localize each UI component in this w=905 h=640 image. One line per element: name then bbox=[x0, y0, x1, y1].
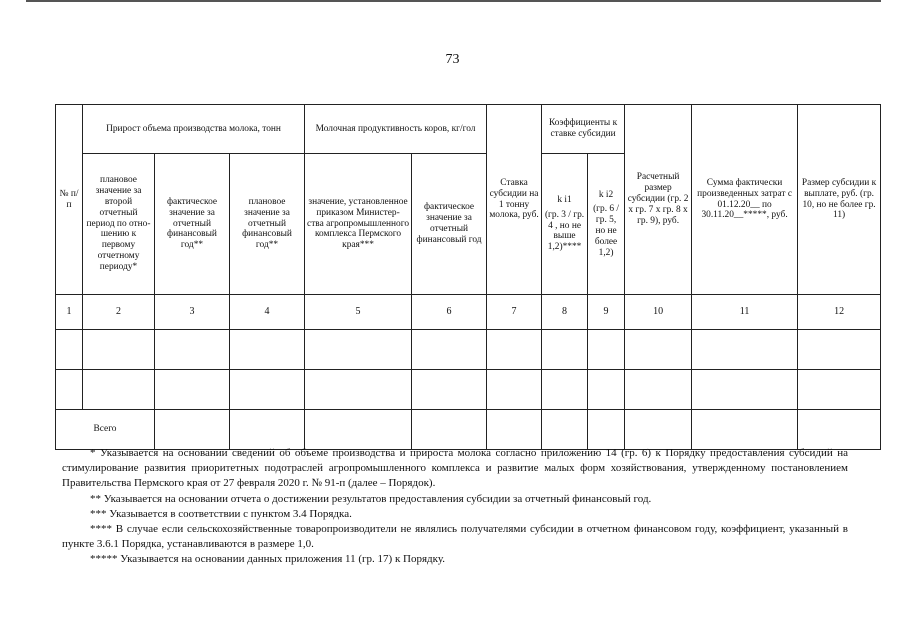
table-cell bbox=[83, 330, 155, 370]
coefficient-k1-symbol: k i1 bbox=[557, 194, 572, 205]
table-cell bbox=[542, 370, 588, 410]
header-coefficient-k1 bbox=[542, 154, 588, 295]
table-cell bbox=[588, 330, 625, 370]
header-established-productivity: значение, установленное приказом Министер- ства агропромышленного комплекса Пермского края*** bbox=[305, 154, 412, 295]
coefficient-k2-symbol: k i2 bbox=[598, 189, 614, 200]
table-cell bbox=[542, 330, 588, 370]
coefficient-k2-formula: (гр. 6 / гр. 5, но не более 1,2) bbox=[593, 204, 620, 258]
table-cell bbox=[625, 410, 692, 450]
header-planned-growth: плановое значение за отчетный финансовый год** bbox=[230, 154, 305, 295]
header-actual-productivity: фактическое значение за отчетный финансовый год bbox=[412, 154, 487, 295]
table-cell bbox=[798, 370, 881, 410]
column-number: 4 bbox=[230, 295, 305, 330]
column-number: 5 bbox=[305, 295, 412, 330]
table-cell bbox=[487, 330, 542, 370]
table-cell bbox=[625, 330, 692, 370]
table-row bbox=[56, 330, 881, 370]
page-number: 73 bbox=[445, 52, 460, 67]
column-number: 2 bbox=[83, 295, 155, 330]
group-header-productivity: Молочная продуктивность коров, кг/гол bbox=[305, 105, 487, 154]
table-cell bbox=[692, 370, 798, 410]
column-number: 9 bbox=[588, 295, 625, 330]
column-number: 8 bbox=[542, 295, 588, 330]
top-rule bbox=[26, 0, 881, 2]
group-header-coefficients: Коэффициенты к ставке субсидии bbox=[542, 105, 625, 154]
table-cell bbox=[542, 410, 588, 450]
total-label: Всего bbox=[56, 410, 155, 450]
table-cell bbox=[692, 330, 798, 370]
header-planned-second-period: плановое значение за второй отчетный период по отно- шению к первому отчетному периоду* bbox=[83, 154, 155, 295]
table-row bbox=[56, 370, 881, 410]
table-cell bbox=[155, 330, 230, 370]
table-cell bbox=[155, 370, 230, 410]
table-cell bbox=[230, 370, 305, 410]
footnote: ** Указывается на основании отчета о достижении результатов предоставления субсидии за отчетный финансовый год. bbox=[90, 492, 652, 505]
table-cell bbox=[230, 410, 305, 450]
header-actual-growth: фактическое значение за отчетный финансовый год** bbox=[155, 154, 230, 295]
table-cell bbox=[305, 410, 412, 450]
table-cell bbox=[692, 410, 798, 450]
column-number: 11 bbox=[692, 295, 798, 330]
footnote: * Указывается на основании сведений об объеме производства и прироста молока согласно приложению 14 (гр. 6) к Порядку предоставления субсидий на стимулирование развития приоритетных подотраслей агропромышленного комплекса и развитие малых форм хозяйствования, утвержденному постановлением Правительства Пермского края от 27 февраля 2020 г. № 91-п (далее – Порядок). bbox=[62, 447, 848, 490]
footnote: **** В случае если сельскохозяйственные товаропроизводители не являлись получателями субсидии в отчетном финансовом году, коэффициент, указанный в пункте 3.6.1 Порядка, устанавливаются в размере 1,0. bbox=[62, 522, 848, 551]
table-cell bbox=[305, 330, 412, 370]
coefficient-k1-formula: (гр. 3 / гр. 4 , но не выше 1,2)**** bbox=[544, 209, 585, 253]
table-cell bbox=[412, 410, 487, 450]
column-number: 10 bbox=[625, 295, 692, 330]
header-calculated-subsidy: Расчетный размер субсидии (гр. 2 х гр. 7 х гр. 8 х гр. 9), руб. bbox=[625, 105, 692, 295]
column-number: 7 bbox=[487, 295, 542, 330]
column-number: 6 bbox=[412, 295, 487, 330]
column-number: 3 bbox=[155, 295, 230, 330]
table-cell bbox=[487, 370, 542, 410]
header-row-groups bbox=[56, 105, 881, 154]
header-number: № п/п bbox=[56, 105, 83, 295]
header-subsidy-rate: Ставка субсидии на 1 тонну молока, руб. bbox=[487, 105, 542, 295]
footnote: *** Указывается в соответствии с пунктом 3.4 Порядка. bbox=[90, 507, 352, 520]
table-cell bbox=[625, 370, 692, 410]
subsidy-calculation-table bbox=[55, 104, 881, 450]
header-subsidy-payable: Размер субсидии к выплате, руб. (гр. 10, но не более гр. 11) bbox=[798, 105, 881, 295]
table-cell bbox=[798, 410, 881, 450]
table-cell bbox=[412, 330, 487, 370]
table-cell bbox=[588, 410, 625, 450]
table-cell bbox=[56, 370, 83, 410]
group-header-milk-growth: Прирост объема производства молока, тонн bbox=[83, 105, 305, 154]
table-cell bbox=[230, 330, 305, 370]
header-coefficient-k2 bbox=[588, 154, 625, 295]
table-cell bbox=[412, 370, 487, 410]
table-cell bbox=[83, 370, 155, 410]
column-number: 12 bbox=[798, 295, 881, 330]
footnote: ***** Указывается на основании данных приложения 11 (гр. 17) к Порядку. bbox=[90, 553, 445, 566]
table-cell bbox=[798, 330, 881, 370]
table-cell bbox=[56, 330, 83, 370]
column-number: 1 bbox=[56, 295, 83, 330]
total-row bbox=[56, 410, 881, 450]
table-cell bbox=[487, 410, 542, 450]
header-actual-costs: Сумма фактически произведенных затрат с 01.12.20__ по 30.11.20__*****, руб. bbox=[692, 105, 798, 295]
table-cell bbox=[155, 410, 230, 450]
table-cell bbox=[305, 370, 412, 410]
column-numbers-row bbox=[56, 295, 881, 330]
footnotes bbox=[62, 446, 848, 567]
table-cell bbox=[588, 370, 625, 410]
